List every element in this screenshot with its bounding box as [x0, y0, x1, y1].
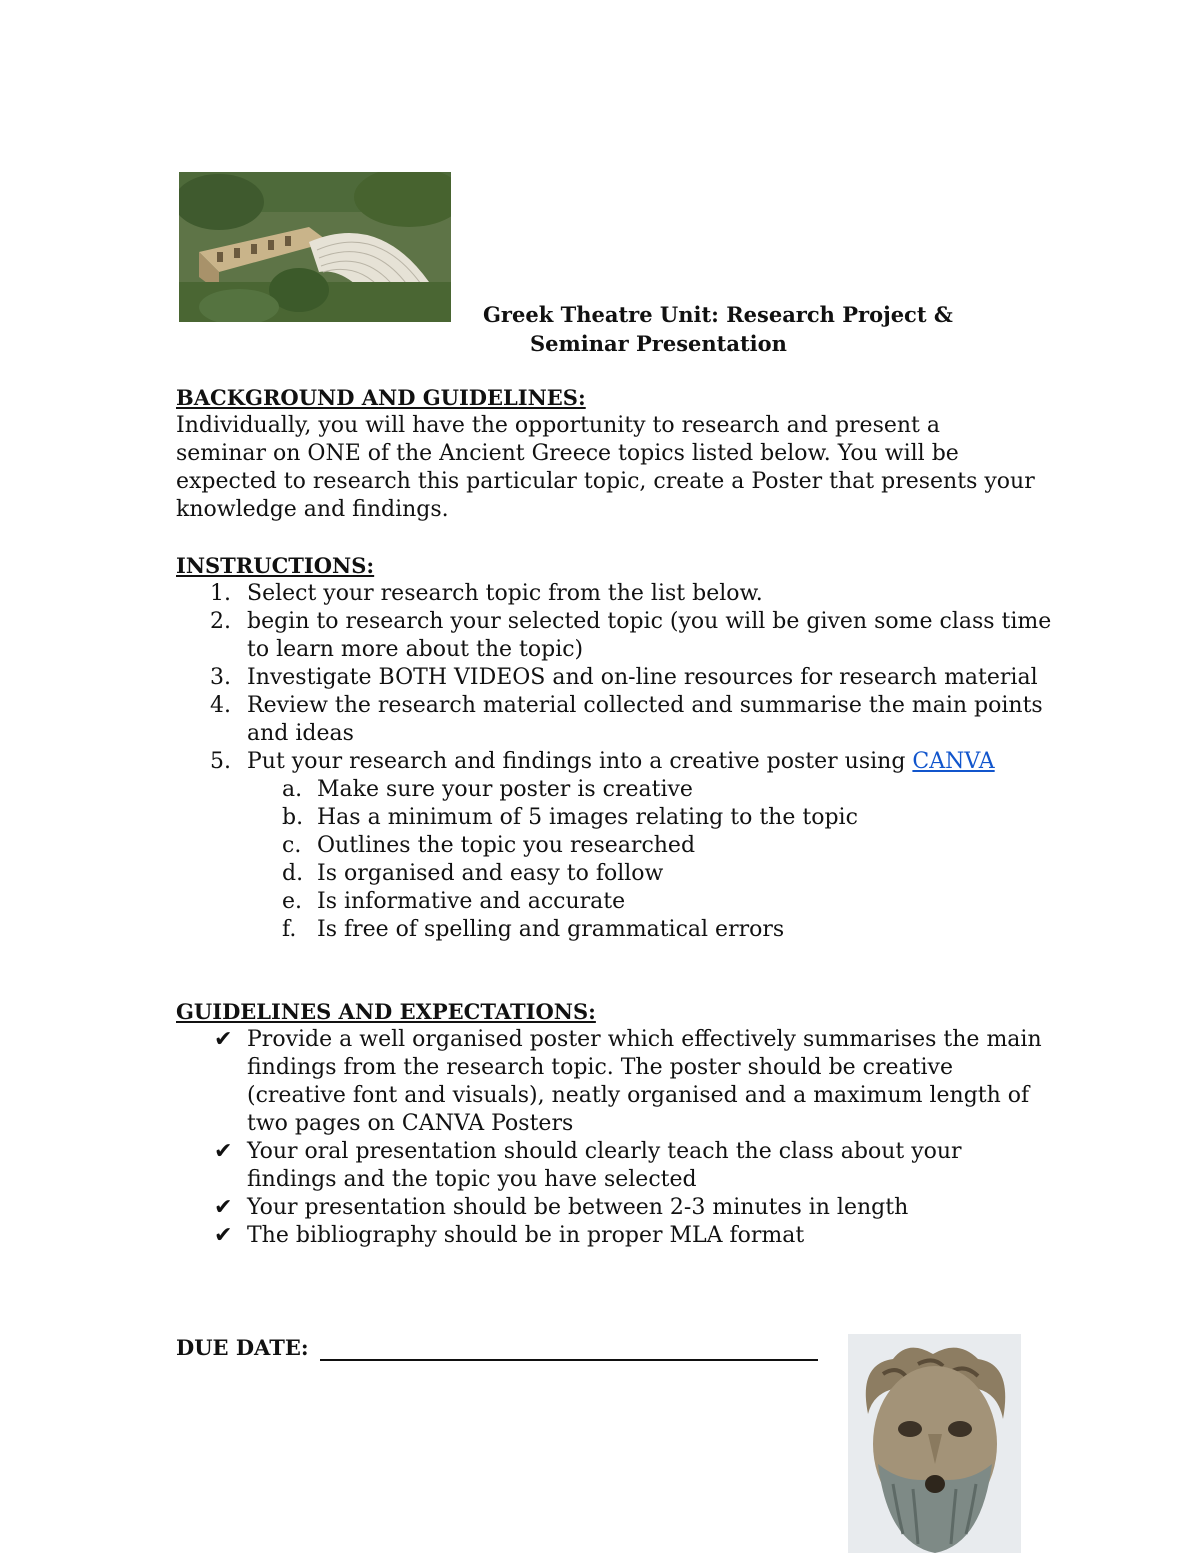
requirement-letter: a.: [282, 777, 303, 802]
requirement-text: Is organised and easy to follow: [317, 861, 664, 886]
instruction-step: [176, 692, 1056, 748]
requirement-text: Has a minimum of 5 images relating to the topic: [317, 805, 858, 830]
step-text: begin to research your selected topic (you will be given some class time to learn more about the topic): [247, 609, 1052, 662]
step-number: 2.: [210, 609, 231, 634]
guidelines-list: [176, 1026, 1056, 1250]
theatre-photo: [179, 172, 451, 322]
requirement-item: [176, 832, 1056, 860]
due-date-label: DUE DATE:: [176, 1335, 309, 1360]
instructions-list: [176, 580, 1056, 776]
step-text: Select your research topic from the list below.: [247, 581, 763, 606]
step-text: Review the research material collected and summarise the main points and ideas: [247, 693, 1043, 746]
poster-requirements-list: [176, 776, 1056, 944]
checkmark-icon: ✔: [214, 1223, 233, 1248]
requirement-letter: e.: [282, 889, 303, 914]
title-line-1: Greek Theatre Unit: Research Project &: [483, 302, 953, 327]
guideline-item: [176, 1026, 1056, 1138]
guidelines-section: [176, 998, 1056, 1250]
guideline-item: [176, 1138, 1056, 1194]
instructions-section: [176, 552, 1056, 944]
title-line-2: Seminar Presentation: [530, 331, 787, 356]
requirement-text: Outlines the topic you researched: [317, 833, 696, 858]
guideline-text: The bibliography should be in proper MLA format: [247, 1223, 805, 1248]
theatre-mask-photo: [848, 1334, 1021, 1553]
requirement-item: [176, 916, 1056, 944]
requirement-letter: c.: [282, 833, 302, 858]
requirement-item: [176, 860, 1056, 888]
due-date-blank: [320, 1359, 818, 1361]
instruction-step: [176, 664, 1056, 692]
instruction-step: [176, 608, 1056, 664]
guidelines-heading: GUIDELINES AND EXPECTATIONS:: [176, 999, 596, 1024]
requirement-item: [176, 888, 1056, 916]
background-heading: BACKGROUND AND GUIDELINES:: [176, 385, 586, 410]
instruction-step: [176, 748, 1056, 776]
theatre-illustration: [179, 172, 451, 322]
guideline-item: [176, 1194, 1056, 1222]
step-text: Put your research and findings into a creative poster using: [247, 749, 913, 774]
background-paragraph: Individually, you will have the opportunity to research and present a seminar on ONE of the Ancient Greece topics listed below. You will be expected to research this particular topic, create a Poster that presents your knowledge and findings.: [176, 413, 1035, 522]
step-number: 1.: [210, 581, 231, 606]
mask-illustration: [848, 1334, 1021, 1553]
requirement-item: [176, 776, 1056, 804]
guideline-text: Your oral presentation should clearly teach the class about your findings and the topic you have selected: [247, 1139, 962, 1192]
requirement-text: Is informative and accurate: [317, 889, 626, 914]
guideline-text: Provide a well organised poster which effectively summarises the main findings from the research topic. The poster should be creative (creative font and visuals), neatly organised and a maximum length of two pages on CANVA Posters: [247, 1027, 1042, 1136]
checkmark-icon: ✔: [214, 1027, 233, 1052]
requirement-letter: d.: [282, 861, 304, 886]
checkmark-icon: ✔: [214, 1195, 233, 1220]
step-text: Investigate BOTH VIDEOS and on-line resources for research material: [247, 665, 1038, 690]
background-section: [176, 384, 1036, 524]
requirement-text: Is free of spelling and grammatical errors: [317, 917, 785, 942]
checkmark-icon: ✔: [214, 1139, 233, 1164]
instruction-step: [176, 580, 1056, 608]
requirement-letter: f.: [282, 917, 297, 942]
guideline-item: [176, 1222, 1056, 1250]
instructions-heading: INSTRUCTIONS:: [176, 553, 375, 578]
requirement-text: Make sure your poster is creative: [317, 777, 693, 802]
guideline-text: Your presentation should be between 2-3 minutes in length: [247, 1195, 909, 1220]
requirement-item: [176, 804, 1056, 832]
step-number: 3.: [210, 665, 231, 690]
requirement-letter: b.: [282, 805, 304, 830]
canva-link[interactable]: CANVA: [912, 749, 995, 774]
document-title: [483, 300, 1003, 358]
step-number: 5.: [210, 749, 231, 774]
step-number: 4.: [210, 693, 231, 718]
